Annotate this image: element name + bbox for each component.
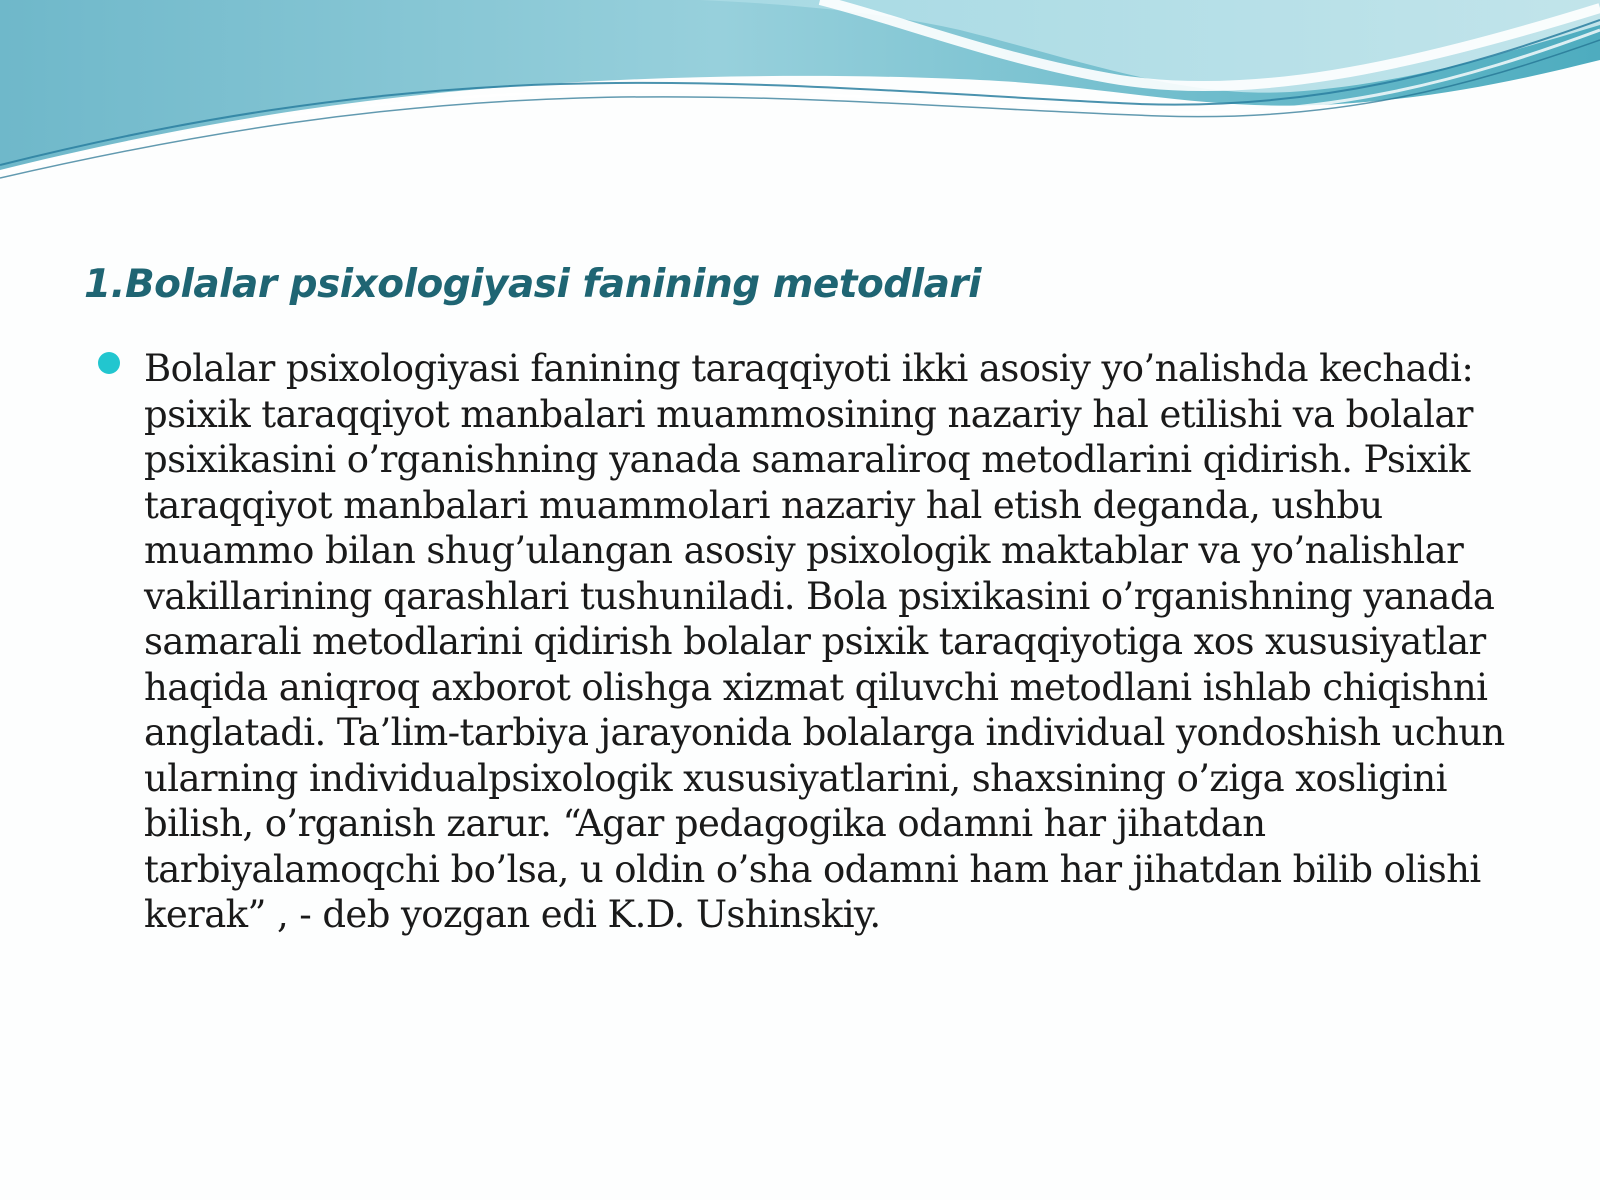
bullet-dot-icon <box>98 352 120 374</box>
header-wave-decoration <box>0 0 1600 200</box>
list-item <box>98 346 1528 938</box>
bullet-list <box>98 346 1528 938</box>
bullet-text: Bolalar psixologiyasi fanining taraqqiyoti ikki asosiy yo’nalishda kechadi: psixik taraqqiyot manbalari muammosining nazariy hal etilishi va bolalar psixikasini o’rganishning yanada samaraliroq metodlarini qidirish. Psixik taraqqiyot manbalari muammolari nazariy hal etish deganda, ushbu muammo bilan shug’ulangan asosiy psixologik maktablar va yo’nalishlar vakillarining qarashlari tushuniladi. Bola psixikasini o’rganishning yanada samarali metodlarini qidirish bolalar psixik taraqqiyotiga xos xususiyatlar haqida aniqroq axborot olishga xizmat qiluvchi metodlani ishlab chiqishni anglatadi. Ta’lim-tarbiya jarayonida bolalarga individual yondoshish uchun ularning individualpsixologik xususiyatlarini, shaxsining o’ziga xosligini bilish, o’rganish zarur. “Agar pedagogika odamni har jihatdan tarbiyalamoqchi bo’lsa, u oldin o’sha odamni ham har jihatdan bilib olishi kerak” , - deb yozgan edi K.D. Ushinskiy. <box>144 347 1505 936</box>
slide-title: 1.Bolalar psixologiyasi fanining metodlari <box>84 262 981 307</box>
